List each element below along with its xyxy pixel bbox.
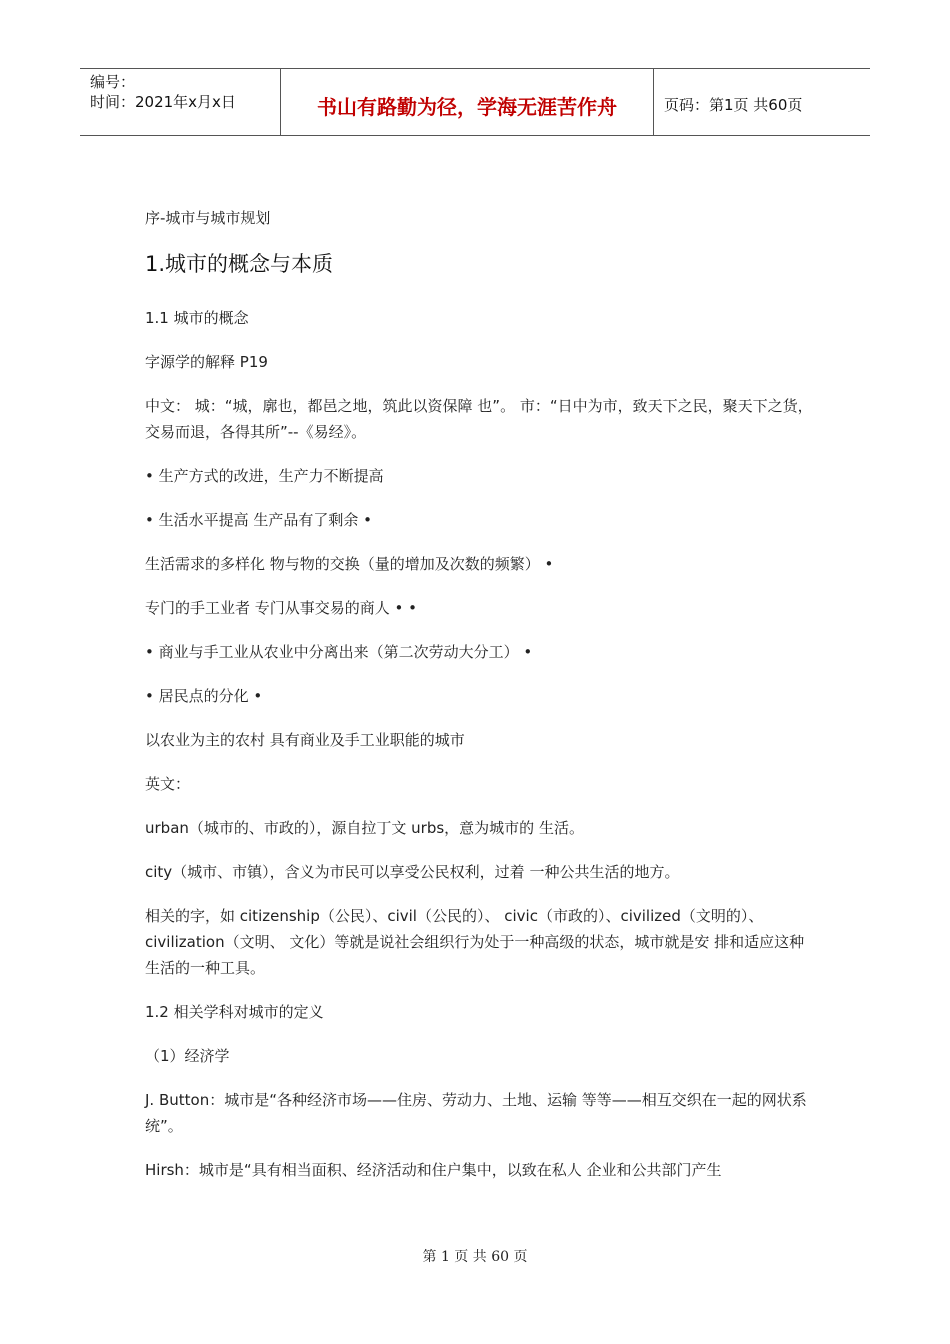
paragraph: 中文： 城：“城，廓也，都邑之地，筑此以资保障 也”。 市：“日中为市，致天下之民，聚天下之货， 交易而退，各得其所”--《易经》。: [145, 397, 813, 441]
paragraph: （1）经济学: [145, 1047, 230, 1065]
section-heading: 1.城市的概念与本质: [145, 252, 334, 276]
page-footer: 第 1 页 共 60 页: [422, 1249, 528, 1265]
header-meta: [80, 69, 281, 135]
paragraph: 英文：: [145, 775, 191, 793]
paragraph: 相关的字，如 citizenship（公民）、civil（公民的）、 civic（市政的）、civilized（文明的）、civilization（文明、 文化）等就是说社会组织行为处于一种高级的状态，城市就是安 排和适应这种生活的一种工具。: [145, 907, 805, 977]
paragraph: Hirsh：城市是“具有相当面积、经济活动和住户集中，以致在私人 企业和公共部门产生: [145, 1161, 722, 1179]
header-motto: 书山有路勤为径，学海无涯苦作舟: [281, 69, 654, 135]
paragraph: • 生产方式的改进，生产力不断提高: [145, 467, 384, 485]
paragraph: 生活需求的多样化 物与物的交换（量的增加及次数的频繁） •: [145, 555, 554, 573]
paragraph: 1.1 城市的概念: [145, 309, 249, 327]
paragraph: • 商业与手工业从农业中分离出来（第二次劳动大分工） •: [145, 643, 533, 661]
number-label: 编号：: [90, 73, 136, 91]
paragraph: 专门的手工业者 专门从事交易的商人 • •: [145, 599, 418, 617]
document-body: [145, 205, 815, 1201]
paragraph: J. Button：城市是“各种经济市场——住房、劳动力、土地、运输 等等——相互交织在一起的网状系统”。: [145, 1091, 807, 1135]
paragraph: • 居民点的分化 •: [145, 687, 263, 705]
paragraph: 序-城市与城市规划: [145, 209, 271, 227]
date-label: 时间：2021年x月x日: [90, 93, 236, 111]
paragraph: urban（城市的、市政的），源自拉丁文 urbs，意为城市的 生活。: [145, 819, 584, 837]
paragraph: 1.2 相关学科对城市的定义: [145, 1003, 324, 1021]
paragraph: 字源学的解释 P19: [145, 353, 268, 371]
paragraph: • 生活水平提高 生产品有了剩余 •: [145, 511, 373, 529]
paragraph: 以农业为主的农村 具有商业及手工业职能的城市: [145, 731, 465, 749]
paragraph: city（城市、市镇），含义为市民可以享受公民权利，过着 一种公共生活的地方。: [145, 863, 680, 881]
header-page-code: 页码：第1页 共60页: [664, 95, 803, 114]
page-header: [80, 68, 870, 136]
